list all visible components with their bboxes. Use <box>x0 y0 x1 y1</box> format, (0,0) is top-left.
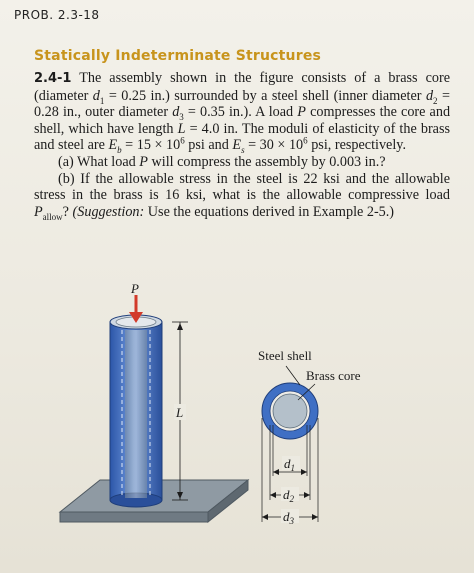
cross-section-core <box>273 394 307 428</box>
section-title: Statically Indeterminate Structures <box>34 48 322 64</box>
problem-text: 2.4-1 The assembly shown in the figure consists of a brass core (diameter $d_1 = 0.25$ in.) surrounded by a steel shell (inner diameter $d_2 = 0.28$ in., outer diameter $d_3 = 0.35$ in.). A load P compresses the core and shell, which have length L = 4.0 in. The moduli of elasticity of the brass and steel are $E_b = 15 \times 10^6$ psi and $E_s = 30 \times 10^6$ psi, respectively. (a) What load P will compress the assembly by 0.003 in.? (b) If the allowable stress in the steel is 22 ksi and the allowable stress in the brass is 16 ksi, what is the allowable compressive load $P_{allow}$? (Suggestion: Use the equations derived in Example 2-5.) <box>34 70 451 222</box>
d2-label: $d_2$ <box>283 487 294 504</box>
steel-shell-label: Steel shell <box>258 348 312 363</box>
brass-core-label: Brass core <box>306 368 361 383</box>
problem-number: 2.4-1 <box>34 71 72 86</box>
length-label: L <box>176 405 184 420</box>
load-label: P <box>131 281 139 296</box>
base-plate-edge <box>60 512 208 522</box>
part-b: (b) If the allowable stress in the steel is 22 ksi and the allowable stress in the brass is 16 ksi, what is the allowable compressive load <box>34 170 450 204</box>
d1-label: $d_1$ <box>284 456 295 473</box>
d3-label: $d_3$ <box>283 509 294 526</box>
steel-leader <box>286 366 300 385</box>
part-a: (a) What load <box>58 153 136 170</box>
handwritten-problem-label: PROB. 2.3-18 <box>14 8 100 22</box>
brass-core <box>125 330 147 498</box>
